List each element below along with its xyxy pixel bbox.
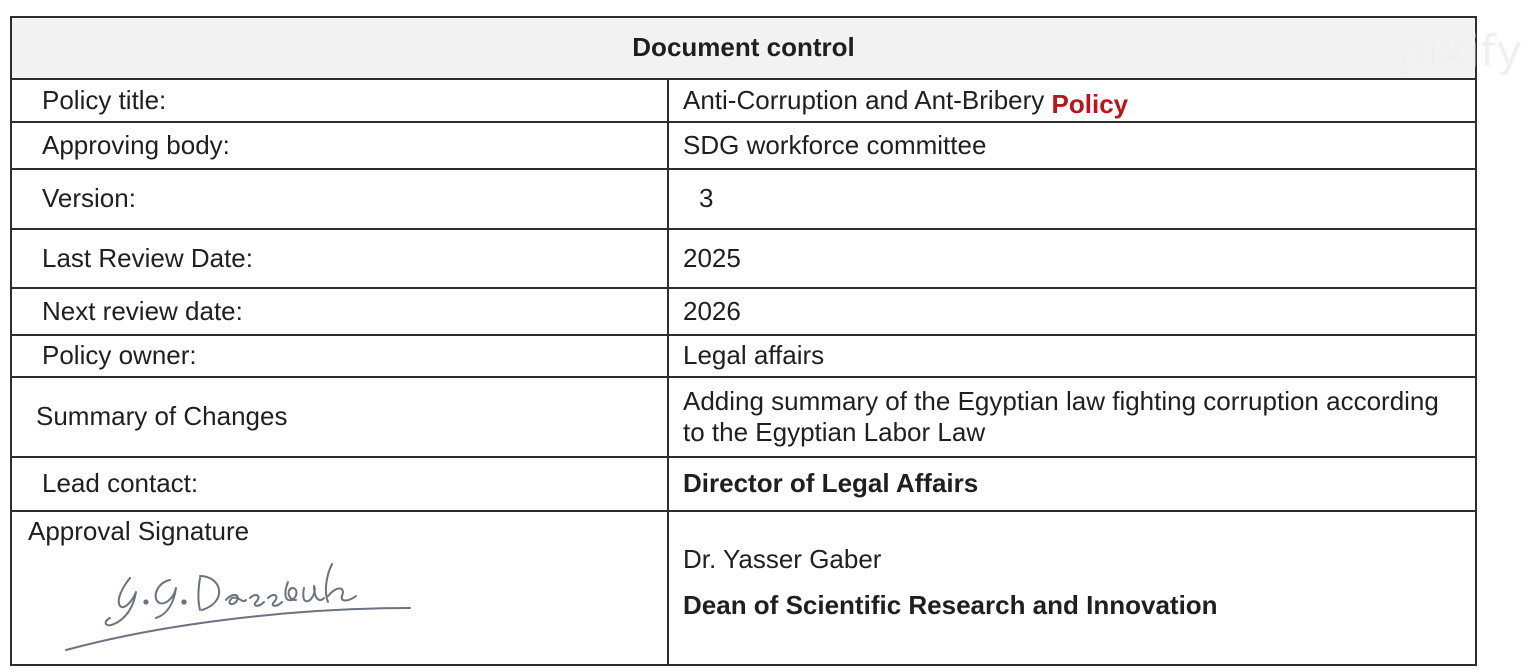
row-last-review: [11, 229, 1476, 288]
lead-contact-label: Lead contact:: [11, 457, 668, 511]
row-lead-contact: [11, 457, 1476, 511]
row-summary-of-changes: [11, 377, 1476, 457]
approver-title: Dean of Scientific Research and Innovation: [683, 590, 1218, 620]
row-version: [11, 169, 1476, 229]
approving-body-label: Approving body:: [11, 122, 668, 169]
next-review-value: 2026: [668, 288, 1476, 335]
row-approval: [11, 511, 1476, 665]
approver-name: Dr. Yasser Gaber: [683, 544, 882, 574]
last-review-label: Last Review Date:: [11, 229, 668, 288]
version-value: 3: [668, 169, 1476, 229]
row-approving-body: [11, 122, 1476, 169]
row-policy-owner: [11, 335, 1476, 377]
row-policy-title: [11, 79, 1476, 122]
version-label: Version:: [11, 169, 668, 229]
document-control-table: [10, 16, 1477, 666]
lead-contact-value: Director of Legal Affairs: [668, 457, 1476, 511]
policy-owner-value: Legal affairs: [668, 335, 1476, 377]
summary-of-changes-label: Summary of Changes: [11, 377, 668, 457]
approval-signature-label: Approval Signature: [28, 516, 250, 546]
approver-cell: [668, 511, 1476, 665]
row-next-review: [11, 288, 1476, 335]
approval-signature-cell: [11, 511, 668, 665]
handwritten-signature: [42, 552, 432, 665]
policy-title-value-cell: [668, 79, 1476, 122]
approving-body-value: SDG workforce committee: [668, 122, 1476, 169]
policy-title-label: Policy title:: [11, 79, 668, 122]
policy-title-highlight: Policy: [1051, 88, 1129, 119]
header-row: [11, 17, 1476, 79]
policy-owner-label: Policy owner:: [11, 335, 668, 377]
table-title: Document control: [11, 17, 1476, 79]
summary-of-changes-value: Adding summary of the Egyptian law fighting corruption according to the Egyptian Labor Law: [668, 377, 1476, 457]
last-review-value: 2025: [668, 229, 1476, 288]
policy-title-value: Anti-Corruption and Ant-Bribery: [683, 84, 1045, 115]
watermark-logo: pixify: [1398, 26, 1524, 77]
next-review-label: Next review date:: [11, 288, 668, 335]
